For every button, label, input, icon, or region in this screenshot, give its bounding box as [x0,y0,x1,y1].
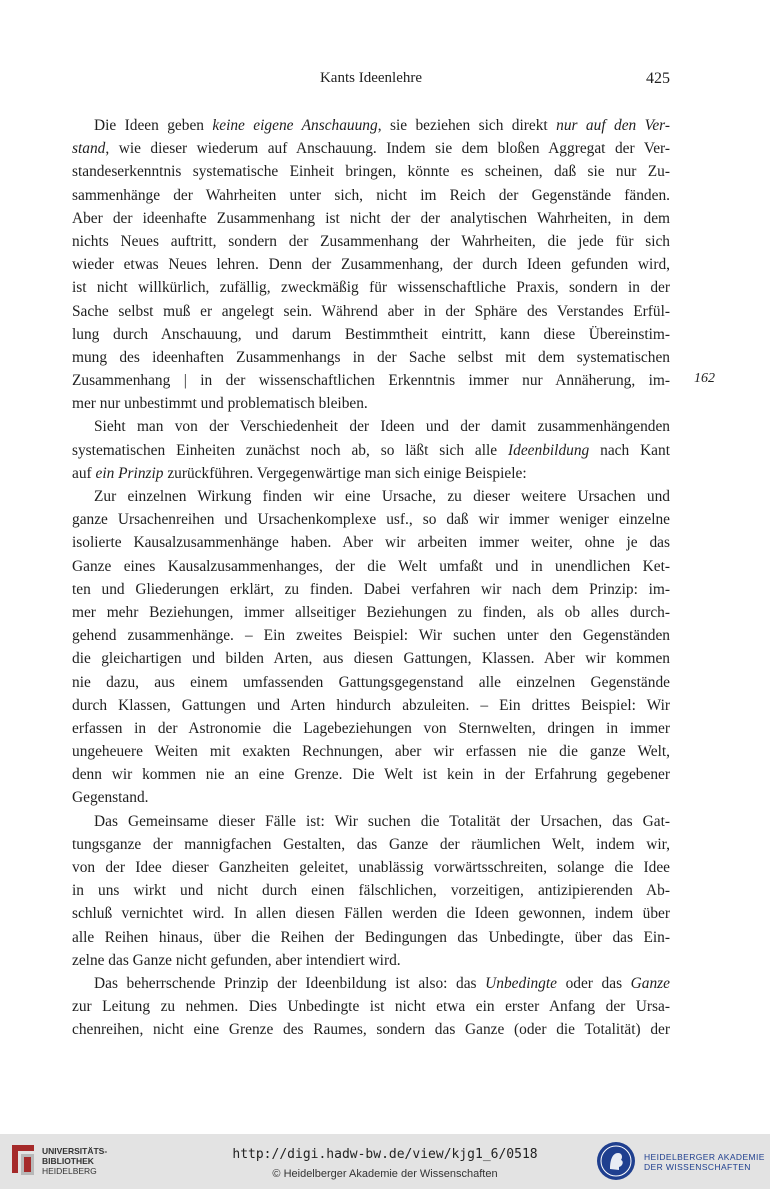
text-line: nie dazu, aus einem umfassenden Gattungsgegenstand alle einzelnen Gegenstände [72,673,670,691]
text-line: wieder etwas Neues lehren. Denn der Zusammenhang, der durch Ideen gefunden wird, [72,256,670,274]
text-line: isolierte Kausalzusammenhänge haben. Aber wir arbeiten immer weiter, ohne je das [72,534,670,552]
academy-logo[interactable] [596,1141,766,1183]
text-line: Ganze eines Kausalzusammenhanges, der die Welt umfaßt und in unendlichen Ket- [72,557,670,575]
permalink-url[interactable]: http://digi.hadw-bw.de/view/kjg1_6/0518 [232,1147,538,1162]
paragraph [72,972,670,1042]
paragraph [72,810,670,972]
paragraph [72,415,670,485]
text-line: gehend zusammenhänge. – Ein zweites Beispiel: Wir suchen unter den Gegenständen [72,627,670,645]
text-line: stand, wie dieser wiederum auf Anschauung. Indem sie dem bloßen Aggregat der Ver- [72,140,670,158]
text-line: Gegenstand. [72,789,149,807]
text-line: Zur einzelnen Wirkung finden wir eine Ursache, zu dieser weitere Ursachen und [94,488,670,505]
text-line: tungsganze der mannigfachen Gestalten, das Ganze der räumlichen Welt, indem wir, [72,835,670,853]
text-line: Das beherrschende Prinzip der Ideenbildung ist also: das Unbedingte oder das Ganze [94,974,670,992]
library-name-line: HEIDELBERG [42,1166,97,1176]
academy-name-line: HEIDELBERGER AKADEMIE [644,1152,765,1162]
margin-page-reference: 162 [694,371,715,386]
text-line: die gleichartigen und bilden Arten, aus diesen Gattungen, Klassen. Aber wir kommen [72,650,670,668]
text-line: lung durch Anschauung, und darum Bestimmtheit eintritt, kann diese Übereinstim- [72,325,670,343]
text-line: ten und Gliederungen erklärt, zu finden. Dabei verfahren wir nach dem Prinzip: im- [72,580,670,598]
paragraph [72,114,670,415]
emphasis: Ganze [630,974,670,992]
text-line: zelne das Ganze nicht gefunden, aber intendiert wird. [72,951,401,969]
text-line: Das Gemeinsame dieser Fälle ist: Wir suchen die Totalität der Ursachen, das Gat- [94,812,670,830]
text-line: alle Reihen hinaus, über die Reihen der Bedingungen das Unbedingte, über das Ein- [72,928,670,946]
text-line: chenreihen, nicht eine Grenze des Raumes, sondern das Ganze (oder die Totalität) der [72,1021,670,1039]
body-text [72,114,670,1042]
text-line: Sieht man von der Verschiedenheit der Ideen und der damit zusammenhängenden [94,418,670,436]
text-line: mung des ideenhaften Zusammenhangs in der Sache selbst mit dem systematischen [72,348,670,366]
text-line: nichts Neues auftritt, sondern der Zusammenhang der Wahrheiten, die jede für sich [72,232,670,250]
emphasis: stand [72,140,106,158]
text-line: ungeheuere Weiten mit exakten Rechnungen, aber wir erfassen nie die ganze Welt, [72,743,670,761]
academy-name [644,1152,765,1172]
text-line: Sache selbst muß er angelegt sein. Während aber in der Sphäre des Verstandes Erfül- [72,302,670,320]
text-line: zur Leitung zu nehmen. Dies Unbedingte ist nicht etwa ein erster Anfang der Ursa- [72,998,670,1016]
library-name-line: BIBLIOTHEK [42,1156,94,1166]
text-line: sammenhänge der Wahrheiten unter sich, nicht im Reich der Gegenstände fänden. [72,186,670,204]
emphasis: ein Prinzip [95,464,164,482]
text-line: in uns wirkt und nicht durch einen fälschlichen, vorzeitigen, antizipierenden Ab- [72,882,670,900]
emphasis: Unbedingte [485,974,557,992]
emphasis: Ideenbildung [508,441,590,459]
text-line: mer mehr Beziehungen, immer allseitiger Beziehungen zu finden, als ob alles durch- [72,603,670,621]
running-head [72,70,670,94]
emphasis: nur auf den Ver- [556,117,670,134]
text-line: auf ein Prinzip zurückführen. Vergegenwärtige man sich einige Beispiele: [72,464,527,482]
copyright-notice: © Heidelberger Akademie der Wissenschaften [272,1168,498,1180]
text-line: mer nur unbestimmt und problematisch bleiben. [72,395,368,413]
running-title: Kants Ideenlehre [319,70,423,86]
footer-bar [0,1134,770,1189]
academy-name-line: DER WISSENSCHAFTEN [644,1162,751,1172]
emphasis: keine eigene Anschauung [212,117,378,134]
text-line: denn wir kommen nie an eine Grenze. Die Welt ist kein in der Erfahrung gegebener [72,766,670,784]
library-name-line: UNIVERSITÄTS- [42,1146,108,1156]
text-line: Die Ideen geben keine eigene Anschauung, sie beziehen sich direkt nur auf den Ver- [94,117,670,134]
paragraph [72,485,670,810]
text-line: schluß vernichtet wird. In allen diesen Fällen werden die Ideen gewonnen, indem über [72,905,670,923]
text-line: Zusammenhang | in der wissenschaftlichen Erkenntnis immer nur Annäherung, im- [72,372,670,390]
text-line: Aber der ideenhafte Zusammenhang ist nicht der der analytischen Wahrheiten, in dem [72,209,670,227]
text-line: ganze Ursachenreihen und Ursachenkomplexe usf., so daß wir immer weniger einzelne [72,511,670,529]
text-line: systematischen Einheiten zunächst noch ab, so läßt sich alle Ideenbildung nach Kant [72,441,670,459]
text-line: erfassen in der Astronomie die Lagebeziehungen von Sternwelten, dringen in immer [72,719,670,737]
text-line: ist nicht willkürlich, zufällig, zweckmäßig für wissenschaftliche Praxis, sondern in der [72,279,670,297]
text-line: durch Klassen, Gattungen und Arten hindurch abzuleiten. – Ein drittes Beispiel: Wir [72,696,670,714]
text-line: standeserkenntnis systematische Einheit bringen, könnte es scheinen, daß sie nur Zu- [72,163,670,181]
academy-seal-icon [596,1141,636,1181]
page-number: 425 [646,70,670,87]
text-line: von der Idee dieser Ganzheiten geleitet, unablässig vorwärtsschreiten, solange die Idee [72,859,670,876]
